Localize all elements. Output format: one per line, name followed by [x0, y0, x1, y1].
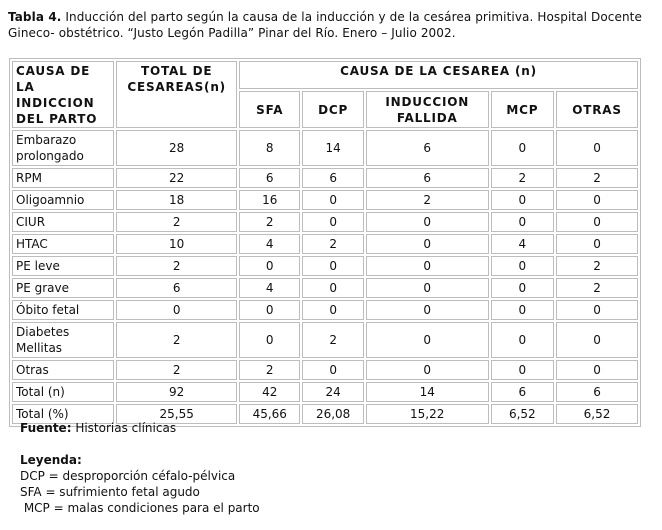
cell-induccion: 0	[366, 300, 489, 320]
cell-total: 10	[116, 234, 237, 254]
header-col-dcp: DCP	[302, 91, 363, 128]
cell-sfa: 0	[239, 256, 300, 276]
cell-dcp: 0	[302, 278, 363, 298]
table-row	[12, 256, 638, 276]
cell-dcp: 0	[302, 360, 363, 380]
row-label: Oligoamnio	[12, 190, 114, 210]
table-row	[12, 382, 638, 402]
header-col-induccion-fallida: INDUCCION FALLIDA	[366, 91, 489, 128]
table-row	[12, 278, 638, 298]
legend-title: Leyenda:	[20, 453, 82, 467]
table-row	[12, 168, 638, 188]
table-caption	[8, 9, 648, 41]
cell-mcp: 0	[491, 278, 554, 298]
table-row	[12, 322, 638, 358]
cell-mcp: 6,52	[491, 404, 554, 424]
table-row	[12, 360, 638, 380]
cell-dcp: 2	[302, 234, 363, 254]
cell-induccion: 0	[366, 256, 489, 276]
table-body	[12, 61, 638, 424]
cell-mcp: 2	[491, 168, 554, 188]
cell-mcp: 0	[491, 190, 554, 210]
cell-induccion: 15,22	[366, 404, 489, 424]
legend-item: SFA = sufrimiento fetal agudo	[20, 485, 200, 499]
row-label: Diabetes Mellitas	[12, 322, 114, 358]
cell-induccion: 6	[366, 130, 489, 166]
header-causa-cesarea: CAUSA DE LA CESAREA (n)	[239, 61, 638, 89]
cell-total: 2	[116, 322, 237, 358]
table-row	[12, 190, 638, 210]
cell-otras: 0	[556, 130, 638, 166]
cell-otras: 6	[556, 382, 638, 402]
cell-otras: 2	[556, 256, 638, 276]
cell-total: 0	[116, 300, 237, 320]
cell-sfa: 4	[239, 234, 300, 254]
row-label: Óbito fetal	[12, 300, 114, 320]
cell-mcp: 6	[491, 382, 554, 402]
cell-sfa: 6	[239, 168, 300, 188]
cell-total: 28	[116, 130, 237, 166]
cell-sfa: 16	[239, 190, 300, 210]
cell-dcp: 14	[302, 130, 363, 166]
table-row	[12, 212, 638, 232]
cell-dcp: 2	[302, 322, 363, 358]
row-label: RPM	[12, 168, 114, 188]
row-label: HTAC	[12, 234, 114, 254]
cell-induccion: 0	[366, 278, 489, 298]
cell-dcp: 0	[302, 300, 363, 320]
cell-induccion: 2	[366, 190, 489, 210]
cell-mcp: 0	[491, 300, 554, 320]
cell-total: 25,55	[116, 404, 237, 424]
cell-sfa: 45,66	[239, 404, 300, 424]
cell-mcp: 0	[491, 256, 554, 276]
caption-text: Inducción del parto según la causa de la inducción y de la cesárea primitiva. Hospital Docente Gineco- obstétrico. “Justo Legón Padilla” Pinar del Río. Enero – Julio 2002.	[8, 10, 642, 40]
cell-total: 2	[116, 256, 237, 276]
table-row	[12, 234, 638, 254]
cell-mcp: 4	[491, 234, 554, 254]
cell-dcp: 0	[302, 190, 363, 210]
cell-total: 22	[116, 168, 237, 188]
source-label: Fuente:	[20, 421, 72, 435]
cell-dcp: 0	[302, 212, 363, 232]
row-label: CIUR	[12, 212, 114, 232]
cell-mcp: 0	[491, 322, 554, 358]
row-label: Total (n)	[12, 382, 114, 402]
row-label: Total (%)	[12, 404, 114, 424]
cell-total: 6	[116, 278, 237, 298]
cell-otras: 0	[556, 300, 638, 320]
cell-induccion: 0	[366, 360, 489, 380]
cell-sfa: 0	[239, 322, 300, 358]
cell-mcp: 0	[491, 130, 554, 166]
table-row	[12, 130, 638, 166]
header-col-sfa: SFA	[239, 91, 300, 128]
cell-sfa: 0	[239, 300, 300, 320]
cell-otras: 0	[556, 360, 638, 380]
cell-dcp: 6	[302, 168, 363, 188]
header-total-cesareas: TOTAL DE CESAREAS(n)	[116, 61, 237, 128]
cell-otras: 0	[556, 322, 638, 358]
row-label: PE leve	[12, 256, 114, 276]
cell-otras: 0	[556, 234, 638, 254]
table-row	[12, 300, 638, 320]
cell-mcp: 0	[491, 212, 554, 232]
cell-induccion: 0	[366, 234, 489, 254]
cell-induccion: 0	[366, 212, 489, 232]
cell-mcp: 0	[491, 360, 554, 380]
cell-sfa: 4	[239, 278, 300, 298]
cell-otras: 2	[556, 278, 638, 298]
header-col-otras: OTRAS	[556, 91, 638, 128]
row-label: Otras	[12, 360, 114, 380]
source-note	[20, 420, 176, 436]
cell-sfa: 8	[239, 130, 300, 166]
legend-item: MCP = malas condiciones para el parto	[20, 501, 260, 515]
cell-sfa: 2	[239, 212, 300, 232]
cell-sfa: 42	[239, 382, 300, 402]
cell-total: 18	[116, 190, 237, 210]
cell-otras: 2	[556, 168, 638, 188]
legend	[20, 452, 260, 516]
cell-otras: 0	[556, 190, 638, 210]
header-causa-induccion: CAUSA DE LA INDICCION DEL PARTO	[12, 61, 114, 128]
row-label: PE grave	[12, 278, 114, 298]
cell-total: 2	[116, 360, 237, 380]
cell-induccion: 0	[366, 322, 489, 358]
legend-item: DCP = desproporción céfalo-pélvica	[20, 469, 236, 483]
cell-otras: 6,52	[556, 404, 638, 424]
source-text: Historias clínicas	[71, 421, 177, 435]
header-col-mcp: MCP	[491, 91, 554, 128]
cesarean-data-table	[9, 58, 641, 427]
cell-dcp: 0	[302, 256, 363, 276]
header-row-top	[12, 61, 638, 89]
cell-dcp: 26,08	[302, 404, 363, 424]
cell-induccion: 14	[366, 382, 489, 402]
cell-induccion: 6	[366, 168, 489, 188]
cell-total: 2	[116, 212, 237, 232]
row-label: Embarazo prolongado	[12, 130, 114, 166]
cell-dcp: 24	[302, 382, 363, 402]
cell-otras: 0	[556, 212, 638, 232]
cell-total: 92	[116, 382, 237, 402]
cell-sfa: 2	[239, 360, 300, 380]
caption-label: Tabla 4.	[8, 10, 62, 24]
